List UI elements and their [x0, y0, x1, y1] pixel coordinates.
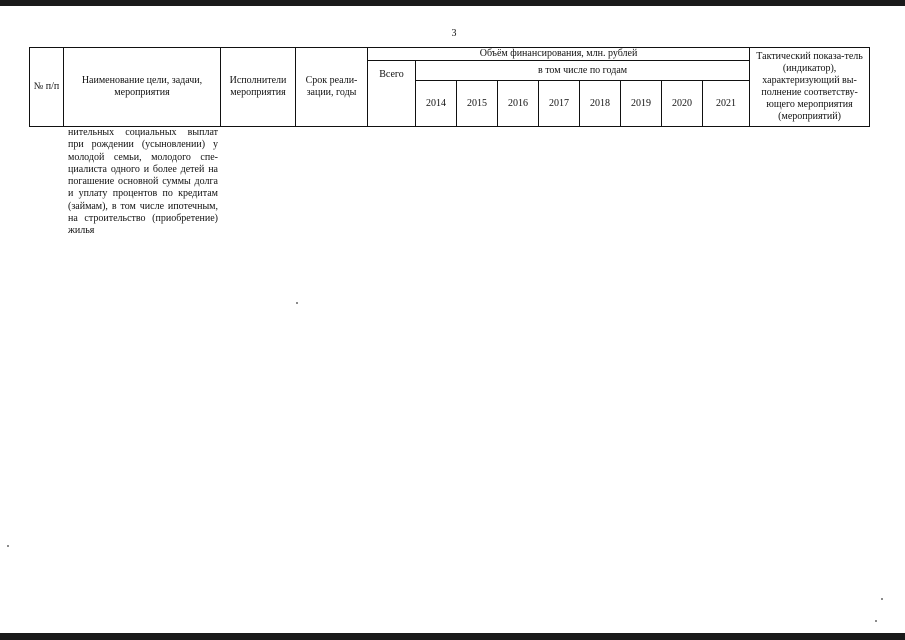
- header-year: 2014: [416, 81, 457, 127]
- header-year: 2015: [457, 81, 498, 127]
- scan-edge-top: [0, 0, 905, 6]
- header-total: Всего: [368, 61, 416, 127]
- scan-speck: [7, 545, 9, 547]
- header-name: Наименование цели, задачи, мероприятия: [64, 48, 221, 127]
- measure-description-continuation: нительных социальных выплат при рождении (усыновлении) у молодой семьи, молодого спе-циалиста одного и более детей на погашение основной суммы долга и уплату процентов по кредитам (займам), в том числе ипотечным, на строительство (приобретение) жилья: [68, 127, 218, 237]
- header-year: 2017: [539, 81, 580, 127]
- scan-edge-bottom: [0, 633, 905, 640]
- header-year: 2019: [621, 81, 662, 127]
- header-year: 2016: [498, 81, 539, 127]
- header-indicator: Тактический показа-тель (индикатор), характеризующий вы-полнение соответству-ющего мероприятия (мероприятий): [750, 48, 870, 127]
- header-num: № п/п: [30, 48, 64, 127]
- header-year: 2021: [703, 81, 750, 127]
- scan-speck: [875, 620, 877, 622]
- funding-table: [29, 47, 870, 127]
- page-number: 3: [451, 28, 457, 39]
- header-funding: Объём финансирования, млн. рублей: [368, 48, 750, 61]
- header-by-years: в том числе по годам: [416, 61, 750, 81]
- header-term: Срок реали-зации, годы: [296, 48, 368, 127]
- scan-speck: [881, 598, 883, 600]
- header-executors: Исполнители мероприятия: [221, 48, 296, 127]
- header-year: 2020: [662, 81, 703, 127]
- scan-speck: [296, 302, 298, 304]
- header-year: 2018: [580, 81, 621, 127]
